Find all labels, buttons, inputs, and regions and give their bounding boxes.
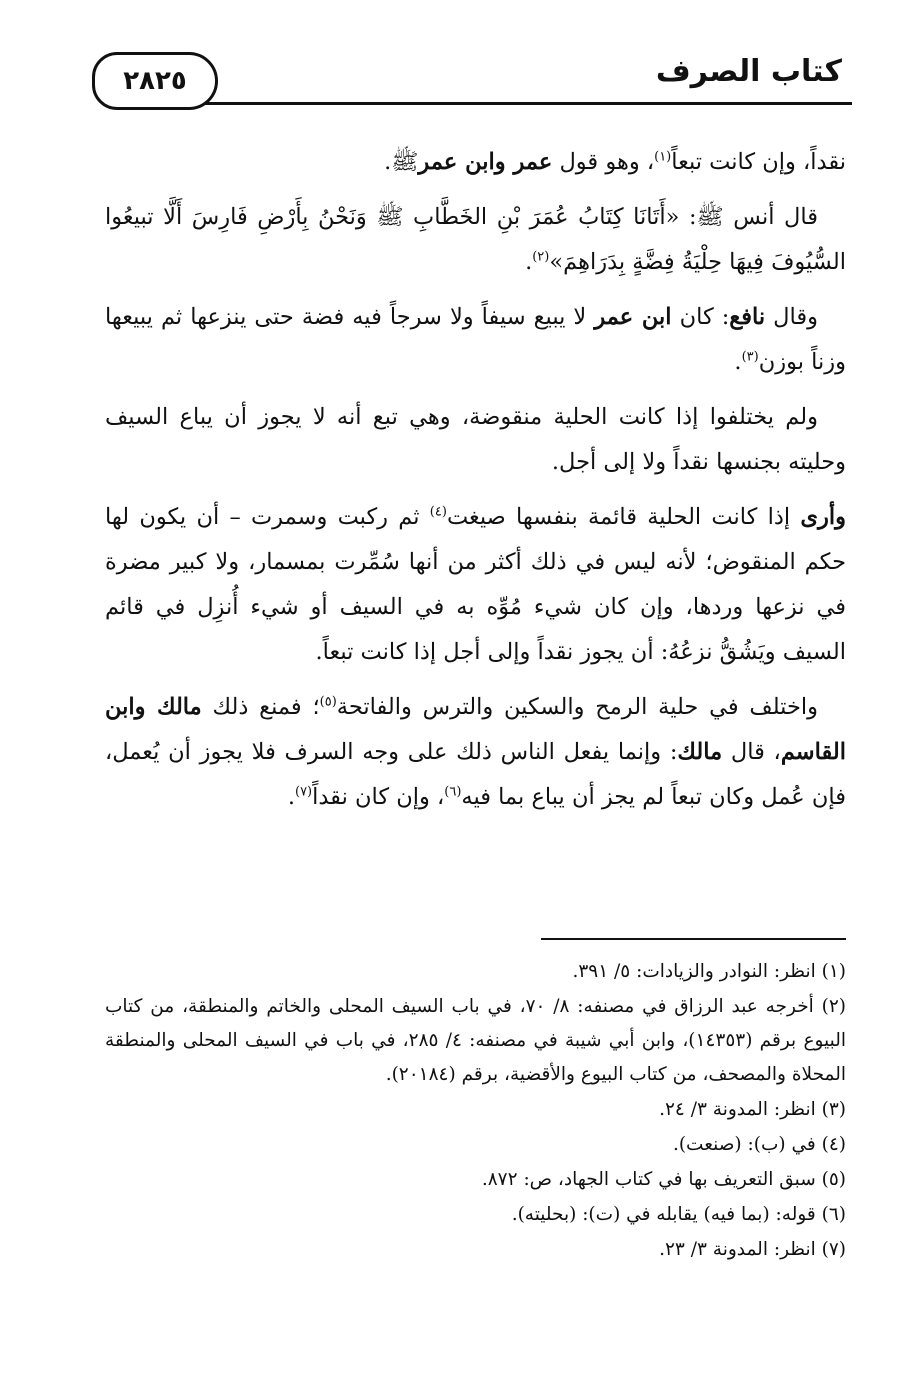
footnote-4: (٤) في (ب): (صنعت). (672, 1134, 846, 1155)
paragraph-6 (105, 685, 846, 820)
footnote-5: (٥) سبق التعريف بها في كتاب الجهاد، ص: ٨٧٢. (481, 1169, 846, 1190)
bold-word: وأرى (800, 504, 846, 530)
footnote-ref: (٦) (444, 784, 462, 800)
text-span: : كان (671, 304, 730, 330)
footnote-6: (٦) قوله: (بما فيه) يقابله في (ت): (بحليته). (511, 1204, 846, 1225)
text-span: وقال (765, 304, 818, 330)
footnote-ref: (٣) (741, 349, 759, 365)
book-title: كتاب الصرف (655, 54, 842, 89)
main-text (105, 140, 846, 830)
paragraph-2 (105, 195, 846, 285)
footnote-2: (٢) أخرجه عبد الرزاق في مصنفه: ٨/ ٧٠، في باب السيف المحلى والخاتم والمنطقة، من كتاب البيوع برقم (١٤٣٥٣)، وابن أبي شيبة في مصنفه: ٤/ ٢٨٥، في باب في السيف المحلى والمنطقة المحلاة والمصحف، من كتاب البيوع والأقضية، برقم (٢٠١٨٤). (105, 996, 846, 1085)
paragraph-3 (105, 295, 846, 385)
footnote-separator (541, 938, 846, 940)
text-span: إذا كانت الحلية قائمة بنفسها صيغت (446, 504, 801, 530)
text-span: ثم ركبت وسمرت – أن يكون لها حكم المنقوض؛ لأنه ليس في ذلك أكثر من أنها سُمِّرت بمسمار، ولا كبير مضرة في نزعها وردها، وإن كان شيء مُوِّه به في السيف أو شيء أُنزِل في قائم السيف ويَشُقُّ نزعُهُ: أن يجوز نقداً وإلى أجل إذا كانت تبعاً. (105, 504, 846, 665)
bold-name: ابن عمر (594, 304, 672, 330)
text-span: واختلف في حلية الرمح والسكين والترس والفاتحة (336, 694, 818, 720)
text-span: ؛ فمنع ذلك (201, 694, 320, 720)
text-span: نقداً، وإن كانت تبعاً (671, 149, 846, 175)
footnote-ref: (٧) (294, 784, 313, 800)
footnote-ref: (١) (654, 149, 672, 165)
bold-name: عمر وابن عمر (418, 149, 553, 175)
text-span: ، قال (722, 739, 781, 765)
footnote-ref: (٥) (319, 694, 337, 710)
footnote-1: (١) انظر: النوادر والزيادات: ٥/ ٣٩١. (572, 961, 846, 982)
paragraph-1 (105, 140, 846, 185)
text-span: . (287, 784, 295, 810)
text-span: ، وإن كان نقداً (312, 784, 445, 810)
footnote-3: (٣) انظر: المدونة ٣/ ٢٤. (659, 1099, 846, 1120)
text-span: لا يبيع سيفاً ولا سرجاً فيه فضة حتى ينزعها ثم يبيعها وزناً بوزن (105, 304, 846, 375)
bold-name: نافع (729, 304, 766, 330)
footnotes (105, 955, 846, 1268)
footnote-7: (٧) انظر: المدونة ٣/ ٢٣. (659, 1239, 846, 1260)
paragraph-4 (105, 395, 846, 485)
text-span: قال أنس ﷺ: «أَتَانَا كِتَابُ عُمَرَ بْنِ الخَطَّابِ ﷺ وَنَحْنُ بِأَرْضِ فَارِسَ أَلَّا تبيعُوا السُّيُوفَ فِيهَا حِلْيَةُ فِضَّةٍ بِدَرَاهِمَ» (105, 204, 846, 275)
text-span: ولم يختلفوا إذا كانت الحلية منقوضة، وهي تبع أنه لا يجوز أن يباع السيف وحليته بجنسها نقداً ولا إلى أجل. (105, 404, 846, 475)
text-span: ، وهو قول (552, 149, 655, 175)
paragraph-5 (105, 495, 846, 675)
bold-name: مالك (677, 739, 723, 765)
footnote-ref: (٢) (532, 249, 550, 265)
text-span: . (525, 249, 533, 275)
page-number: ٢٨٢٥ (92, 52, 218, 110)
bold-name: مالك وابن القاسم (105, 694, 846, 765)
header-rule (202, 102, 852, 105)
footnote-ref: (٤) (429, 504, 447, 520)
page-header (92, 52, 852, 112)
text-span: : وإنما يفعل الناس ذلك على وجه السرف فلا يجوز أن يُعمل، فإن عُمل وكان تبعاً لم يجز أن يباع بما فيه (105, 739, 846, 810)
text-span: ﷺ. (384, 149, 419, 175)
text-span: . (734, 349, 742, 375)
